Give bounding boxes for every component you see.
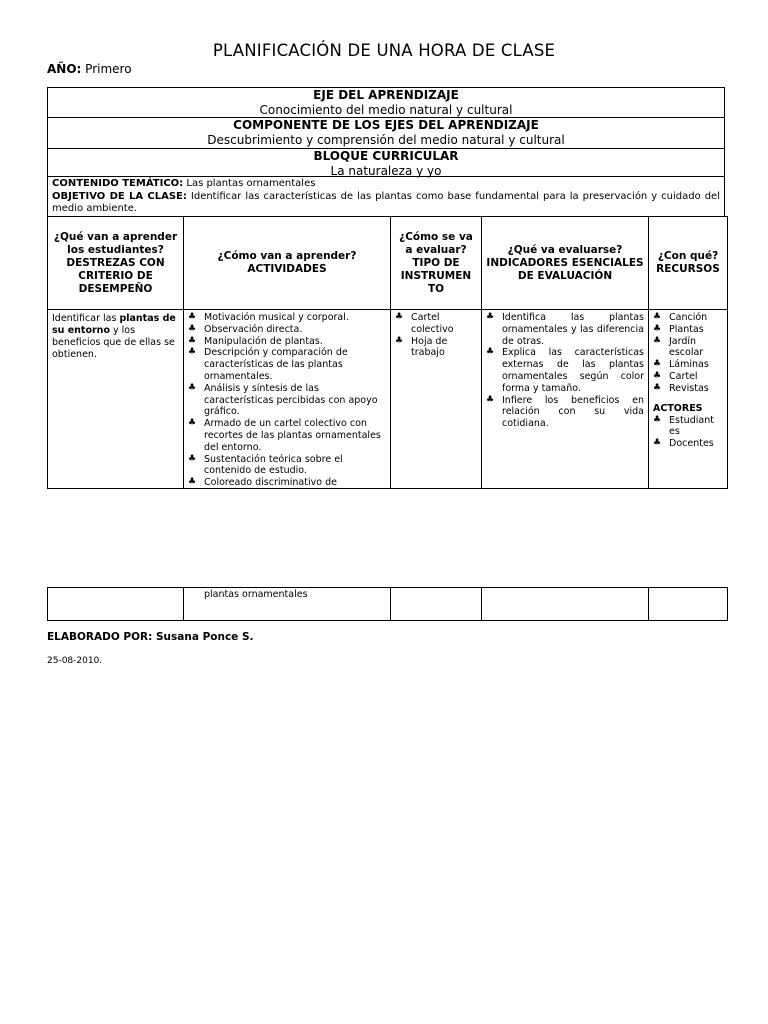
indicador-text: Identifica las plantas ornamentales y las diferencia de otras. [502,312,644,347]
actividades-continued: plantas ornamentales [204,589,308,600]
club-bullet-icon: ♣ [653,359,662,370]
actor-item [653,415,727,439]
componente-box [47,117,725,148]
indicadores-list [482,312,648,430]
club-bullet-icon: ♣ [486,347,495,358]
club-bullet-icon: ♣ [188,382,197,393]
instrumento-item [395,336,481,360]
eje-title: EJE DEL APRENDIZAJE [313,88,459,102]
author-line: ELABORADO POR: Susana Ponce S. [47,631,254,643]
actor-text: Estudiant es [669,414,714,438]
actividad-text: Armado de un cartel colectivo con recortes de las plantas ornamentales del entorno. [204,418,381,453]
club-bullet-icon: ♣ [188,453,197,464]
cont-instrumento-cell [391,588,482,621]
indicadores-cell [482,310,649,489]
recursos-list [649,312,727,395]
componente-title: COMPONENTE DE LOS EJES DEL APRENDIZAJE [233,118,539,132]
actores-list [649,415,727,450]
destreza-pre: Identificar las [52,313,120,324]
actor-text: Docentes [669,438,714,450]
club-bullet-icon: ♣ [486,394,495,405]
indicador-item [486,312,644,347]
contenido-label: CONTENIDO TEMÁTICO: [52,178,184,189]
contenido-value: Las plantas ornamentales [186,178,316,189]
col-header-recursos: ¿Con qué? RECURSOS [649,217,728,310]
actividad-text: Motivación musical y corporal. [204,312,349,323]
col-header-instrumento: ¿Cómo se va a evaluar? TIPO DE INSTRUMEN TO [391,217,482,310]
bloque-value: La naturaleza y yo [330,164,442,178]
col-header-destrezas: ¿Qué van a aprender los estudiantes? DESTREZAS CON CRITERIO DE DESEMPEÑO [48,217,184,310]
year-label: AÑO: [47,62,82,76]
objetivo-value: Identificar las características de las plantas como base fundamental para la preservación y cuidado del medio ambiente. [52,190,720,214]
actividad-text: Análisis y síntesis de las características percibidas con apoyo gráfico. [204,382,378,418]
objetivo-label: OBJETIVO DE LA CLASE: [52,190,187,202]
recurso-item [653,383,727,395]
actividad-item [188,454,390,478]
indicador-item [486,395,644,430]
col-header-indicadores: ¿Qué va evaluarse? INDICADORES ESENCIALES DE EVALUACIÓN [482,217,649,310]
indicador-text: Explica las características externas de las plantas ornamentales según color forma y tamaño. [502,347,644,394]
recurso-text: Jardín escolar [669,335,704,359]
actividad-item [188,477,390,486]
club-bullet-icon: ♣ [653,312,662,322]
recurso-text: Plantas [669,323,704,335]
recurso-text: Cartel [669,370,698,382]
actividad-item [188,324,390,336]
instrumento-item [395,312,481,336]
club-bullet-icon: ♣ [653,370,662,381]
date-line: 25-08-2010. [47,656,103,666]
destreza-cell [48,310,184,489]
actividades-cell [184,310,391,489]
table-header-row [48,217,728,310]
table-row [48,310,728,489]
club-bullet-icon: ♣ [188,418,197,429]
eje-value: Conocimiento del medio natural y cultural [259,103,513,117]
recurso-item [653,336,727,360]
contenido-box [47,176,725,217]
indicador-text: Infiere los beneficios en relación con su vida cotidiana. [502,394,644,430]
table-row [48,588,728,621]
indicador-item [486,347,644,394]
recurso-item [653,371,727,383]
club-bullet-icon: ♣ [188,477,197,486]
cont-actividades-cell [184,588,391,621]
instrumentos-list [391,312,481,359]
recursos-cell [649,310,728,489]
actividad-text: Descripción y comparación de características de las plantas ornamentales. [204,347,348,382]
eje-box [47,87,725,118]
actores-label: ACTORES [653,402,703,414]
cont-indicadores-cell [482,588,649,621]
actividad-text: Manipulación de plantas. [204,335,323,347]
instrumento-text: Cartel colectivo [411,312,454,335]
instrumento-text: Hoja de trabajo [411,335,448,359]
club-bullet-icon: ♣ [188,335,197,346]
actividad-item [188,347,390,382]
actividad-text: Observación directa. [204,323,303,335]
year-line [47,62,132,76]
club-bullet-icon: ♣ [188,323,197,334]
objetivo-line [52,191,720,216]
recurso-text: Canción [669,312,708,323]
cont-recursos-cell [649,588,728,621]
club-bullet-icon: ♣ [188,312,197,322]
club-bullet-icon: ♣ [653,323,662,334]
bloque-title: BLOQUE CURRICULAR [313,149,459,163]
page-title: PLANIFICACIÓN DE UNA HORA DE CLASE [212,41,556,60]
club-bullet-icon: ♣ [653,382,662,393]
actividad-item [188,418,390,453]
recurso-text: Revistas [669,382,709,394]
actividad-text: Sustentación teórica sobre el contenido de estudio. [204,453,343,477]
planning-table [47,216,728,489]
col-header-actividades: ¿Cómo van a aprender? ACTIVIDADES [184,217,391,310]
year-value: Primero [85,62,132,76]
actividad-item [188,383,390,418]
actividad-item [188,312,390,324]
actor-item [653,438,727,450]
bloque-box [47,148,725,177]
club-bullet-icon: ♣ [395,312,404,322]
instrumento-cell [391,310,482,489]
actividad-item [188,336,390,348]
contenido-line [52,178,720,191]
recurso-item [653,359,727,371]
continuation-table [47,587,728,621]
destreza-text [48,310,183,364]
recurso-text: Láminas [669,359,709,371]
componente-value: Descubrimiento y comprensión del medio natural y cultural [207,133,565,147]
recurso-item [653,324,727,336]
club-bullet-icon: ♣ [653,438,662,449]
actividades-list [184,312,390,486]
club-bullet-icon: ♣ [653,414,662,425]
destreza-bold: plantas de su entorno [52,313,176,336]
actividad-text: Coloreado discriminativo de [204,477,337,486]
recurso-item [653,312,727,324]
club-bullet-icon: ♣ [486,312,495,322]
club-bullet-icon: ♣ [653,335,662,346]
cont-destreza-cell [48,588,184,621]
club-bullet-icon: ♣ [395,335,404,346]
club-bullet-icon: ♣ [188,347,197,358]
destreza-post: y los beneficios que de ellas se obtienen. [52,325,175,360]
